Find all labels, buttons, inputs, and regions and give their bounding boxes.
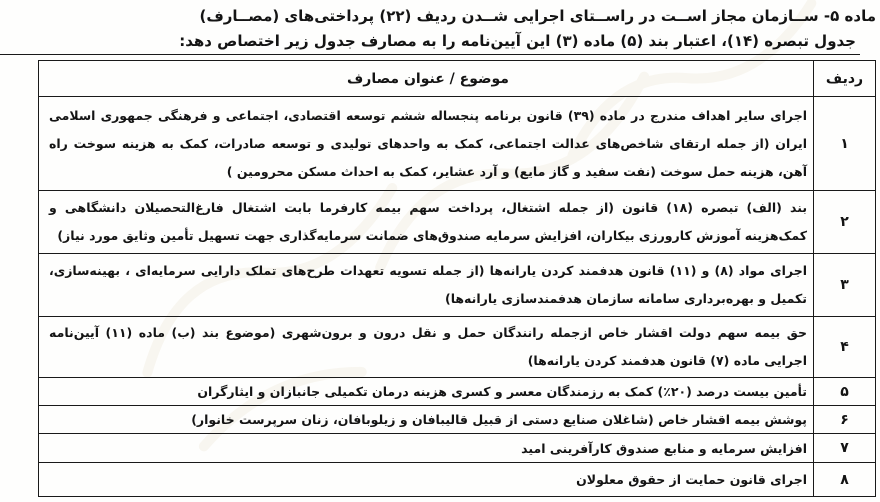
table-row	[39, 254, 875, 317]
row-subject-cell	[39, 463, 813, 496]
row-text: تأمین بیست درصد (۲۰٪) کمک به رزمندگان معسر و کسری هزینه درمان تکمیلی جانبازان و ایثارگران	[197, 384, 807, 399]
article-heading	[8, 4, 876, 54]
row-text: بند (الف) تبصره (۱۸) قانون (از جمله اشتغال، پرداخت سهم بیمه کارفرما بابت اشتغال فارغ‌التحصیلان دانشگاهی و کمک‌هزینه آموزش کارورزی بیکاران، افزایش سرمایه صندوق‌های ضمانت سرمایه‌گذاری جهت تسهیل تأمین وثایق مورد نیاز)	[49, 200, 808, 243]
row-number: ۷	[813, 434, 875, 462]
table-row	[39, 378, 875, 406]
column-header-row-number: ردیف	[813, 61, 875, 96]
table-row	[39, 406, 875, 434]
row-number: ۴	[813, 317, 875, 377]
row-number: ۱	[813, 97, 875, 190]
heading-line-2: جدول تبصره (۱۴)، اعتبار بند (۵) ماده (۳) این آیین‌نامه را به مصارف جدول زیر اختصاص دهد:	[179, 32, 856, 50]
row-subject-cell	[39, 434, 813, 462]
row-text: اجرای سایر اهداف مندرج در ماده (۳۹) قانون برنامه پنجساله ششم توسعه اقتصادی، اجتماعی و فرهنگی جمهوری اسلامی ایران (از جمله ارتقای شاخص‌های عدالت اجتماعی، کمک به واحدهای تولیدی و توسعه صادرات، کمک به هزینه سوخت راه آهن، هزینه حمل سوخت (نفت سفید و گاز مایع) و آرد عشایر، کمک به احداث مسکن محرومین )	[49, 107, 808, 179]
table-row	[39, 463, 875, 496]
row-subject-cell	[39, 378, 813, 405]
row-text: اجرای قانون حمایت از حقوق معلولان	[576, 472, 807, 487]
row-text: افزایش سرمایه و منابع صندوق کارآفرینی امید	[521, 440, 807, 456]
row-number: ۳	[813, 254, 875, 316]
row-subject-cell	[39, 317, 813, 377]
row-text: پوشش بیمه اقشار خاص (شاغلان صنایع دستی از قبیل قالیبافان و زیلوبافان، زنان سرپرست خانوار)	[191, 412, 807, 427]
table-row	[39, 317, 875, 378]
row-number: ۶	[813, 406, 875, 433]
row-subject-cell	[39, 97, 813, 190]
row-number: ۵	[813, 378, 875, 405]
row-subject-cell	[39, 254, 813, 316]
table-row	[39, 191, 875, 254]
heading-underline-rule	[0, 54, 860, 55]
heading-line-1: ماده ۵- ســازمان مجاز اســت در راســتای اجرایی شــدن ردیف (۲۲) پرداختی‌های (مصــارف)	[199, 7, 876, 25]
row-text: حق بیمه سهم دولت اقشار خاص ازجمله رانندگان حمل و نقل درون و برون‌شهری (موضوع بند (ب) ماده (۱۱) آیین‌نامه اجرایی ماده (۷) قانون هدفمند کردن یارانه‌ها)	[49, 325, 807, 368]
table-header-row	[39, 61, 875, 97]
row-number: ۸	[813, 463, 875, 496]
row-subject-cell	[39, 191, 813, 253]
table-row	[39, 97, 875, 191]
row-number: ۲	[813, 191, 875, 253]
column-header-subject	[39, 61, 813, 96]
table-row	[39, 434, 875, 463]
column-header-subject-label: موضوع / عنوان مصارف	[347, 70, 509, 87]
row-subject-cell	[39, 406, 813, 433]
expenses-table	[38, 60, 876, 497]
row-text: اجرای مواد (۸) و (۱۱) قانون هدفمند کردن یارانه‌ها (از جمله تسویه تعهدات طرح‌های تملک دارایی سرمایه‌ای ، بهینه‌سازی، تکمیل و بهره‌برداری سامانه سازمان هدفمندسازی یارانه‌ها)	[49, 263, 807, 306]
